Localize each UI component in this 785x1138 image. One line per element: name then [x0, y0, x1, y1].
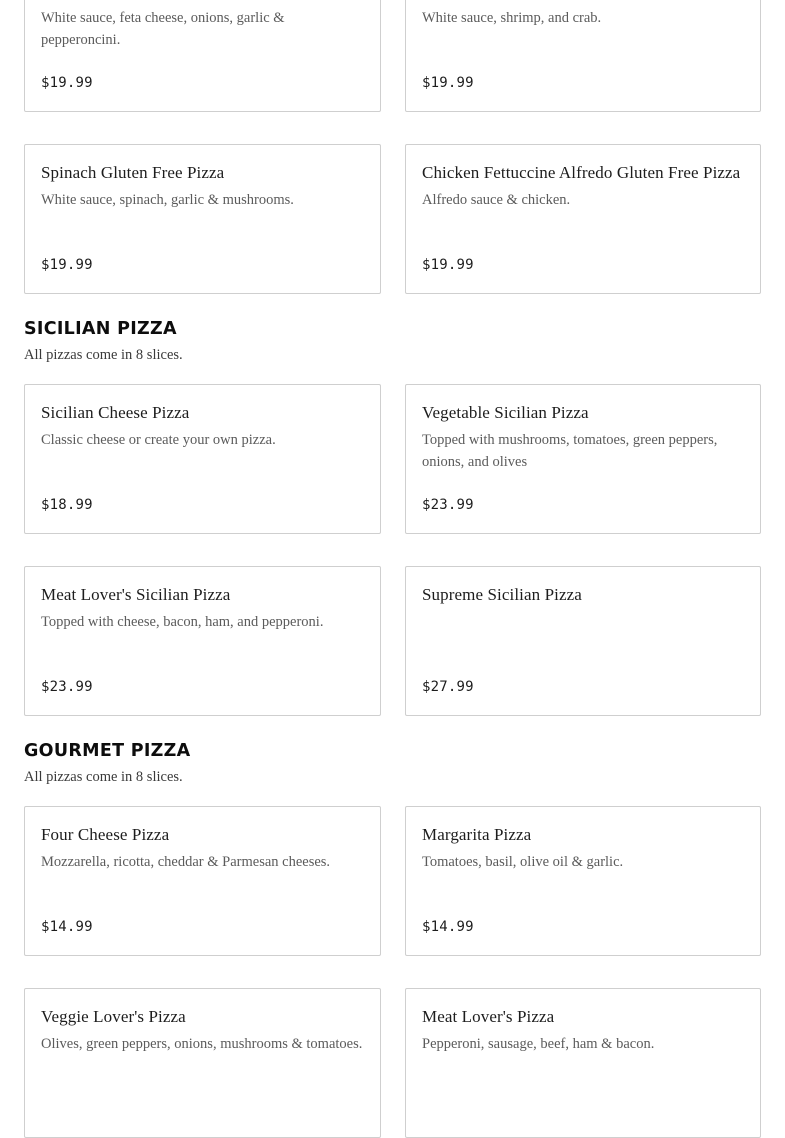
menu-item-name: Sicilian Cheese Pizza: [41, 403, 190, 422]
menu-item-description: Topped with cheese, bacon, ham, and pepperoni.: [41, 614, 324, 630]
menu-item-card[interactable]: [405, 0, 761, 112]
menu-item-name: Margarita Pizza: [422, 825, 532, 844]
menu-item-price: $18.99: [41, 497, 93, 513]
menu-item-price: $19.99: [41, 257, 93, 273]
menu-item-description: Olives, green peppers, onions, mushrooms & tomatoes.: [41, 1036, 363, 1052]
menu-item-name: Four Cheese Pizza: [41, 825, 170, 844]
menu-item-card[interactable]: [24, 0, 381, 112]
section-subtitle-sicilian: All pizzas come in 8 slices.: [24, 347, 183, 363]
menu-item-price: $23.99: [422, 497, 474, 513]
menu-item-card[interactable]: [405, 988, 761, 1138]
section-title-gourmet: GOURMET PIZZA: [24, 741, 191, 761]
menu-item-price: $19.99: [422, 257, 474, 273]
menu-item-description: Tomatoes, basil, olive oil & garlic.: [422, 854, 624, 870]
menu-item-card[interactable]: [24, 988, 381, 1138]
menu-item-price: $14.99: [422, 919, 474, 935]
menu-item-card[interactable]: [24, 384, 381, 534]
menu-item-description: White sauce, shrimp, and crab.: [422, 10, 602, 26]
menu-item-card[interactable]: [405, 384, 761, 534]
menu-item-price: $14.99: [41, 919, 93, 935]
section-subtitle-gourmet: All pizzas come in 8 slices.: [24, 769, 183, 785]
menu-item-description: White sauce, spinach, garlic & mushrooms.: [41, 192, 294, 208]
section-title-sicilian: SICILIAN PIZZA: [24, 319, 177, 339]
menu-item-description: Classic cheese or create your own pizza.: [41, 432, 276, 448]
menu-item-name: Spinach Gluten Free Pizza: [41, 163, 225, 182]
menu-item-description: Pepperoni, sausage, beef, ham & bacon.: [422, 1036, 655, 1052]
menu-item-name: Supreme Sicilian Pizza: [422, 585, 582, 604]
menu-item-card[interactable]: [24, 144, 381, 294]
menu-item-price: $19.99: [41, 75, 93, 91]
menu-item-description: Mozzarella, ricotta, cheddar & Parmesan cheeses.: [41, 854, 331, 870]
menu-item-name: Veggie Lover's Pizza: [41, 1007, 186, 1026]
menu-item-card[interactable]: [405, 566, 761, 716]
menu-item-card[interactable]: [405, 144, 761, 294]
menu-item-name: Meat Lover's Pizza: [422, 1007, 555, 1026]
menu-item-name: Chicken Fettuccine Alfredo Gluten Free Pizza: [422, 163, 741, 182]
menu-item-card[interactable]: [405, 806, 761, 956]
menu-item-price: $23.99: [41, 679, 93, 695]
menu-item-card[interactable]: [24, 566, 381, 716]
menu-item-name: Vegetable Sicilian Pizza: [422, 403, 589, 422]
menu-item-price: $27.99: [422, 679, 474, 695]
menu-item-description: Alfredo sauce & chicken.: [422, 192, 571, 208]
menu-item-description: Topped with mushrooms, tomatoes, green peppers, onions, and olives: [422, 432, 718, 470]
menu-item-name: Meat Lover's Sicilian Pizza: [41, 585, 231, 604]
menu-item-card[interactable]: [24, 806, 381, 956]
menu-item-description: White sauce, feta cheese, onions, garlic & pepperoncini.: [41, 10, 285, 48]
menu-item-price: $19.99: [422, 75, 474, 91]
